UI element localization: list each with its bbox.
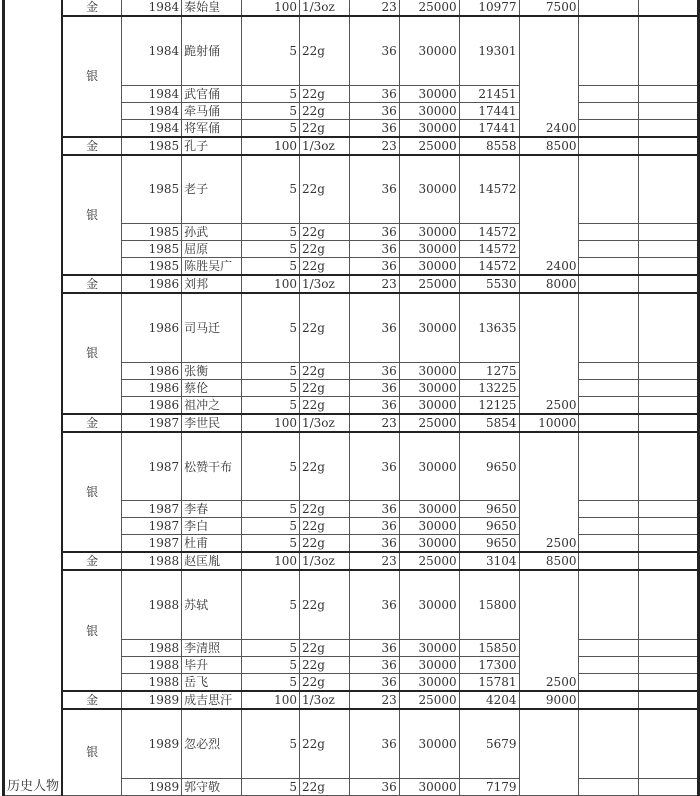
year-cell: 1986 bbox=[122, 362, 182, 379]
year-cell: 1986 bbox=[122, 275, 182, 293]
weight-cell: 22g bbox=[299, 119, 349, 137]
diameter-cell: 36 bbox=[349, 518, 399, 535]
metal-gold-cell: 金 bbox=[62, 552, 122, 570]
empty-cell bbox=[579, 85, 639, 102]
year-cell: 1985 bbox=[122, 155, 182, 224]
year-cell: 1989 bbox=[122, 709, 182, 778]
face-value-cell: 5 bbox=[242, 362, 300, 379]
mintage-cell: 25000 bbox=[399, 552, 459, 570]
mintage-cell: 30000 bbox=[399, 85, 459, 102]
price-cell: 4204 bbox=[459, 691, 519, 709]
weight-cell: 1/3oz bbox=[299, 0, 349, 16]
mintage-cell: 30000 bbox=[399, 535, 459, 553]
metal-silver-cell: 银 bbox=[62, 432, 122, 553]
name-cell: 李世民 bbox=[182, 414, 242, 432]
year-cell: 1987 bbox=[122, 518, 182, 535]
diameter-cell: 36 bbox=[349, 362, 399, 379]
diameter-cell: 36 bbox=[349, 258, 399, 276]
weight-cell: 22g bbox=[299, 241, 349, 258]
empty-cell bbox=[639, 293, 699, 362]
empty-cell bbox=[639, 275, 699, 293]
weight-cell: 22g bbox=[299, 518, 349, 535]
empty-cell bbox=[639, 258, 699, 276]
empty-cell bbox=[639, 16, 699, 85]
name-cell: 李春 bbox=[182, 501, 242, 518]
empty-cell bbox=[639, 639, 699, 656]
year-cell: 1986 bbox=[122, 396, 182, 414]
name-cell: 李清照 bbox=[182, 639, 242, 656]
empty-cell bbox=[639, 414, 699, 432]
diameter-cell: 36 bbox=[349, 224, 399, 241]
empty-cell bbox=[579, 137, 639, 155]
face-value-cell: 5 bbox=[242, 379, 300, 396]
issue-price-cell: 2400 bbox=[519, 16, 579, 137]
year-cell: 1986 bbox=[122, 293, 182, 362]
mintage-cell: 30000 bbox=[399, 155, 459, 224]
empty-cell bbox=[579, 119, 639, 137]
mintage-cell: 30000 bbox=[399, 432, 459, 501]
mintage-cell: 30000 bbox=[399, 224, 459, 241]
mintage-cell: 30000 bbox=[399, 673, 459, 691]
empty-cell bbox=[579, 552, 639, 570]
empty-cell bbox=[579, 518, 639, 535]
price-cell: 17300 bbox=[459, 656, 519, 673]
empty-cell bbox=[579, 432, 639, 501]
empty-cell bbox=[579, 241, 639, 258]
year-cell: 1987 bbox=[122, 535, 182, 553]
year-cell: 1988 bbox=[122, 570, 182, 639]
diameter-cell: 23 bbox=[349, 552, 399, 570]
diameter-cell: 36 bbox=[349, 85, 399, 102]
price-cell: 21451 bbox=[459, 85, 519, 102]
diameter-cell: 36 bbox=[349, 432, 399, 501]
weight-cell: 1/3oz bbox=[299, 137, 349, 155]
diameter-cell: 36 bbox=[349, 501, 399, 518]
table-row bbox=[4, 275, 699, 293]
face-value-cell: 5 bbox=[242, 102, 300, 119]
price-cell: 12125 bbox=[459, 396, 519, 414]
diameter-cell: 36 bbox=[349, 379, 399, 396]
name-cell: 蔡伦 bbox=[182, 379, 242, 396]
mintage-cell: 30000 bbox=[399, 379, 459, 396]
empty-cell bbox=[639, 501, 699, 518]
year-cell: 1988 bbox=[122, 656, 182, 673]
empty-cell bbox=[579, 293, 639, 362]
metal-gold-cell: 金 bbox=[62, 137, 122, 155]
face-value-cell: 5 bbox=[242, 535, 300, 553]
weight-cell: 22g bbox=[299, 778, 349, 795]
issue-price-cell: 2500 bbox=[519, 570, 579, 691]
face-value-cell: 5 bbox=[242, 570, 300, 639]
face-value-cell: 5 bbox=[242, 709, 300, 778]
coin-table bbox=[2, 0, 700, 796]
face-value-cell: 100 bbox=[242, 0, 300, 16]
mintage-cell: 30000 bbox=[399, 518, 459, 535]
diameter-cell: 36 bbox=[349, 535, 399, 553]
year-cell: 1984 bbox=[122, 119, 182, 137]
empty-cell bbox=[579, 102, 639, 119]
weight-cell: 22g bbox=[299, 224, 349, 241]
face-value-cell: 100 bbox=[242, 137, 300, 155]
year-cell: 1985 bbox=[122, 241, 182, 258]
price-cell: 15800 bbox=[459, 570, 519, 639]
price-cell: 5530 bbox=[459, 275, 519, 293]
table-row bbox=[4, 16, 699, 85]
mintage-cell: 30000 bbox=[399, 293, 459, 362]
empty-cell bbox=[579, 639, 639, 656]
weight-cell: 22g bbox=[299, 396, 349, 414]
table-body bbox=[4, 0, 699, 795]
mintage-cell: 30000 bbox=[399, 570, 459, 639]
table-row bbox=[4, 293, 699, 362]
face-value-cell: 5 bbox=[242, 241, 300, 258]
issue-price-cell: 8500 bbox=[519, 137, 579, 155]
weight-cell: 22g bbox=[299, 709, 349, 778]
mintage-cell: 30000 bbox=[399, 258, 459, 276]
name-cell: 祖冲之 bbox=[182, 396, 242, 414]
empty-cell bbox=[639, 518, 699, 535]
name-cell: 跪射俑 bbox=[182, 16, 242, 85]
mintage-cell: 30000 bbox=[399, 396, 459, 414]
price-cell: 9650 bbox=[459, 432, 519, 501]
name-cell: 屈原 bbox=[182, 241, 242, 258]
empty-cell bbox=[639, 0, 699, 16]
diameter-cell: 36 bbox=[349, 16, 399, 85]
name-cell: 岳飞 bbox=[182, 673, 242, 691]
name-cell: 牵马俑 bbox=[182, 102, 242, 119]
weight-cell: 1/3oz bbox=[299, 275, 349, 293]
metal-silver-cell: 银 bbox=[62, 570, 122, 691]
diameter-cell: 36 bbox=[349, 639, 399, 656]
empty-cell bbox=[579, 258, 639, 276]
face-value-cell: 100 bbox=[242, 414, 300, 432]
weight-cell: 22g bbox=[299, 673, 349, 691]
empty-cell bbox=[639, 85, 699, 102]
year-cell: 1989 bbox=[122, 691, 182, 709]
diameter-cell: 23 bbox=[349, 0, 399, 16]
year-cell: 1988 bbox=[122, 552, 182, 570]
mintage-cell: 25000 bbox=[399, 275, 459, 293]
empty-cell bbox=[639, 552, 699, 570]
weight-cell: 22g bbox=[299, 656, 349, 673]
face-value-cell: 5 bbox=[242, 778, 300, 795]
mintage-cell: 30000 bbox=[399, 778, 459, 795]
face-value-cell: 5 bbox=[242, 85, 300, 102]
year-cell: 1988 bbox=[122, 673, 182, 691]
year-cell: 1984 bbox=[122, 16, 182, 85]
year-cell: 1986 bbox=[122, 379, 182, 396]
price-cell: 5679 bbox=[459, 709, 519, 778]
face-value-cell: 5 bbox=[242, 293, 300, 362]
mintage-cell: 30000 bbox=[399, 16, 459, 85]
issue-price-cell: 8500 bbox=[519, 552, 579, 570]
name-cell: 张衡 bbox=[182, 362, 242, 379]
weight-cell: 22g bbox=[299, 570, 349, 639]
weight-cell: 22g bbox=[299, 501, 349, 518]
face-value-cell: 5 bbox=[242, 396, 300, 414]
empty-cell bbox=[579, 673, 639, 691]
empty-cell bbox=[639, 396, 699, 414]
empty-cell bbox=[639, 241, 699, 258]
diameter-cell: 23 bbox=[349, 691, 399, 709]
empty-cell bbox=[639, 119, 699, 137]
table-row bbox=[4, 570, 699, 639]
empty-cell bbox=[639, 224, 699, 241]
empty-cell bbox=[639, 656, 699, 673]
metal-gold-cell: 金 bbox=[62, 691, 122, 709]
weight-cell: 1/3oz bbox=[299, 691, 349, 709]
diameter-cell: 23 bbox=[349, 414, 399, 432]
price-cell: 19301 bbox=[459, 16, 519, 85]
diameter-cell: 36 bbox=[349, 155, 399, 224]
price-cell: 9650 bbox=[459, 501, 519, 518]
name-cell: 郭守敬 bbox=[182, 778, 242, 795]
diameter-cell: 36 bbox=[349, 656, 399, 673]
weight-cell: 1/3oz bbox=[299, 414, 349, 432]
weight-cell: 22g bbox=[299, 155, 349, 224]
metal-gold-cell: 金 bbox=[62, 0, 122, 16]
mintage-cell: 30000 bbox=[399, 362, 459, 379]
issue-price-cell: 2500 bbox=[519, 432, 579, 553]
table-row bbox=[4, 552, 699, 570]
year-cell: 1984 bbox=[122, 85, 182, 102]
price-cell: 15781 bbox=[459, 673, 519, 691]
name-cell: 孙武 bbox=[182, 224, 242, 241]
face-value-cell: 5 bbox=[242, 155, 300, 224]
price-cell: 3104 bbox=[459, 552, 519, 570]
face-value-cell: 5 bbox=[242, 518, 300, 535]
empty-cell bbox=[639, 691, 699, 709]
year-cell: 1988 bbox=[122, 639, 182, 656]
weight-cell: 22g bbox=[299, 16, 349, 85]
name-cell: 陈胜吴广 bbox=[182, 258, 242, 276]
empty-cell bbox=[579, 535, 639, 553]
price-cell: 13635 bbox=[459, 293, 519, 362]
diameter-cell: 36 bbox=[349, 778, 399, 795]
table-row bbox=[4, 691, 699, 709]
issue-price-cell: 7500 bbox=[519, 0, 579, 16]
diameter-cell: 36 bbox=[349, 119, 399, 137]
price-cell: 8558 bbox=[459, 137, 519, 155]
weight-cell: 1/3oz bbox=[299, 552, 349, 570]
empty-cell bbox=[579, 414, 639, 432]
empty-cell bbox=[639, 709, 699, 778]
empty-cell bbox=[639, 673, 699, 691]
name-cell: 孔子 bbox=[182, 137, 242, 155]
issue-price-cell: 8000 bbox=[519, 275, 579, 293]
name-cell: 苏轼 bbox=[182, 570, 242, 639]
price-cell: 5854 bbox=[459, 414, 519, 432]
empty-cell bbox=[639, 155, 699, 224]
diameter-cell: 36 bbox=[349, 293, 399, 362]
metal-gold-cell: 金 bbox=[62, 414, 122, 432]
face-value-cell: 100 bbox=[242, 275, 300, 293]
year-cell: 1987 bbox=[122, 414, 182, 432]
empty-cell bbox=[579, 570, 639, 639]
name-cell: 忽必烈 bbox=[182, 709, 242, 778]
mintage-cell: 25000 bbox=[399, 414, 459, 432]
weight-cell: 22g bbox=[299, 293, 349, 362]
diameter-cell: 36 bbox=[349, 673, 399, 691]
year-cell: 1984 bbox=[122, 0, 182, 16]
name-cell: 杜甫 bbox=[182, 535, 242, 553]
face-value-cell: 5 bbox=[242, 224, 300, 241]
metal-silver-cell: 银 bbox=[62, 709, 122, 795]
empty-cell bbox=[579, 155, 639, 224]
mintage-cell: 25000 bbox=[399, 691, 459, 709]
issue-price-cell: 2400 bbox=[519, 155, 579, 276]
diameter-cell: 36 bbox=[349, 709, 399, 778]
empty-cell bbox=[579, 709, 639, 778]
mintage-cell: 30000 bbox=[399, 656, 459, 673]
diameter-cell: 36 bbox=[349, 396, 399, 414]
year-cell: 1985 bbox=[122, 258, 182, 276]
weight-cell: 22g bbox=[299, 85, 349, 102]
diameter-cell: 36 bbox=[349, 570, 399, 639]
name-cell: 武官俑 bbox=[182, 85, 242, 102]
empty-cell bbox=[579, 379, 639, 396]
name-cell: 李白 bbox=[182, 518, 242, 535]
issue-price-cell: 10000 bbox=[519, 414, 579, 432]
face-value-cell: 100 bbox=[242, 552, 300, 570]
empty-cell bbox=[639, 362, 699, 379]
mintage-cell: 25000 bbox=[399, 137, 459, 155]
empty-cell bbox=[579, 501, 639, 518]
diameter-cell: 36 bbox=[349, 241, 399, 258]
empty-cell bbox=[579, 224, 639, 241]
face-value-cell: 5 bbox=[242, 432, 300, 501]
issue-price-cell: 2500 bbox=[519, 293, 579, 414]
diameter-cell: 36 bbox=[349, 102, 399, 119]
price-cell: 1275 bbox=[459, 362, 519, 379]
name-cell: 成吉思汗 bbox=[182, 691, 242, 709]
empty-cell bbox=[579, 396, 639, 414]
price-cell: 14572 bbox=[459, 258, 519, 276]
weight-cell: 22g bbox=[299, 379, 349, 396]
year-cell: 1985 bbox=[122, 224, 182, 241]
empty-cell bbox=[639, 102, 699, 119]
name-cell: 刘邦 bbox=[182, 275, 242, 293]
empty-cell bbox=[639, 137, 699, 155]
table-row bbox=[4, 414, 699, 432]
metal-silver-cell: 银 bbox=[62, 155, 122, 276]
price-cell: 13225 bbox=[459, 379, 519, 396]
price-cell: 17441 bbox=[459, 102, 519, 119]
price-cell: 9650 bbox=[459, 535, 519, 553]
price-cell: 7179 bbox=[459, 778, 519, 795]
year-cell: 1987 bbox=[122, 501, 182, 518]
empty-cell bbox=[579, 362, 639, 379]
empty-cell bbox=[579, 691, 639, 709]
mintage-cell: 30000 bbox=[399, 102, 459, 119]
year-cell: 1987 bbox=[122, 432, 182, 501]
empty-cell bbox=[639, 379, 699, 396]
price-cell: 15850 bbox=[459, 639, 519, 656]
price-cell: 14572 bbox=[459, 155, 519, 224]
table-row bbox=[4, 709, 699, 778]
mintage-cell: 30000 bbox=[399, 241, 459, 258]
name-cell: 秦始皇 bbox=[182, 0, 242, 16]
empty-cell bbox=[579, 0, 639, 16]
weight-cell: 22g bbox=[299, 432, 349, 501]
empty-cell bbox=[639, 778, 699, 795]
metal-silver-cell: 银 bbox=[62, 293, 122, 414]
name-cell: 司马迁 bbox=[182, 293, 242, 362]
face-value-cell: 5 bbox=[242, 119, 300, 137]
empty-cell bbox=[579, 275, 639, 293]
price-cell: 10977 bbox=[459, 0, 519, 16]
name-cell: 赵匡胤 bbox=[182, 552, 242, 570]
price-cell: 14572 bbox=[459, 241, 519, 258]
year-cell: 1989 bbox=[122, 778, 182, 795]
face-value-cell: 5 bbox=[242, 16, 300, 85]
weight-cell: 22g bbox=[299, 258, 349, 276]
table-row bbox=[4, 155, 699, 224]
table-row bbox=[4, 137, 699, 155]
year-cell: 1985 bbox=[122, 137, 182, 155]
empty-cell bbox=[579, 778, 639, 795]
mintage-cell: 25000 bbox=[399, 0, 459, 16]
diameter-cell: 23 bbox=[349, 275, 399, 293]
mintage-cell: 30000 bbox=[399, 119, 459, 137]
empty-cell bbox=[639, 570, 699, 639]
mintage-cell: 30000 bbox=[399, 639, 459, 656]
face-value-cell: 5 bbox=[242, 656, 300, 673]
empty-cell bbox=[639, 535, 699, 553]
name-cell: 将军俑 bbox=[182, 119, 242, 137]
mintage-cell: 30000 bbox=[399, 501, 459, 518]
table-row bbox=[4, 432, 699, 501]
face-value-cell: 100 bbox=[242, 691, 300, 709]
metal-gold-cell: 金 bbox=[62, 275, 122, 293]
category-cell: 历史人物 bbox=[4, 0, 63, 795]
face-value-cell: 5 bbox=[242, 639, 300, 656]
face-value-cell: 5 bbox=[242, 258, 300, 276]
price-cell: 14572 bbox=[459, 224, 519, 241]
weight-cell: 22g bbox=[299, 639, 349, 656]
name-cell: 松赞干布 bbox=[182, 432, 242, 501]
diameter-cell: 23 bbox=[349, 137, 399, 155]
issue-price-cell bbox=[519, 709, 579, 795]
name-cell: 毕升 bbox=[182, 656, 242, 673]
weight-cell: 22g bbox=[299, 362, 349, 379]
face-value-cell: 5 bbox=[242, 673, 300, 691]
empty-cell bbox=[639, 432, 699, 501]
empty-cell bbox=[579, 656, 639, 673]
weight-cell: 22g bbox=[299, 102, 349, 119]
table-row bbox=[4, 0, 699, 16]
price-cell: 17441 bbox=[459, 119, 519, 137]
face-value-cell: 5 bbox=[242, 501, 300, 518]
weight-cell: 22g bbox=[299, 535, 349, 553]
mintage-cell: 30000 bbox=[399, 709, 459, 778]
metal-silver-cell: 银 bbox=[62, 16, 122, 137]
price-cell: 9650 bbox=[459, 518, 519, 535]
issue-price-cell: 9000 bbox=[519, 691, 579, 709]
name-cell: 老子 bbox=[182, 155, 242, 224]
year-cell: 1984 bbox=[122, 102, 182, 119]
empty-cell bbox=[579, 16, 639, 85]
